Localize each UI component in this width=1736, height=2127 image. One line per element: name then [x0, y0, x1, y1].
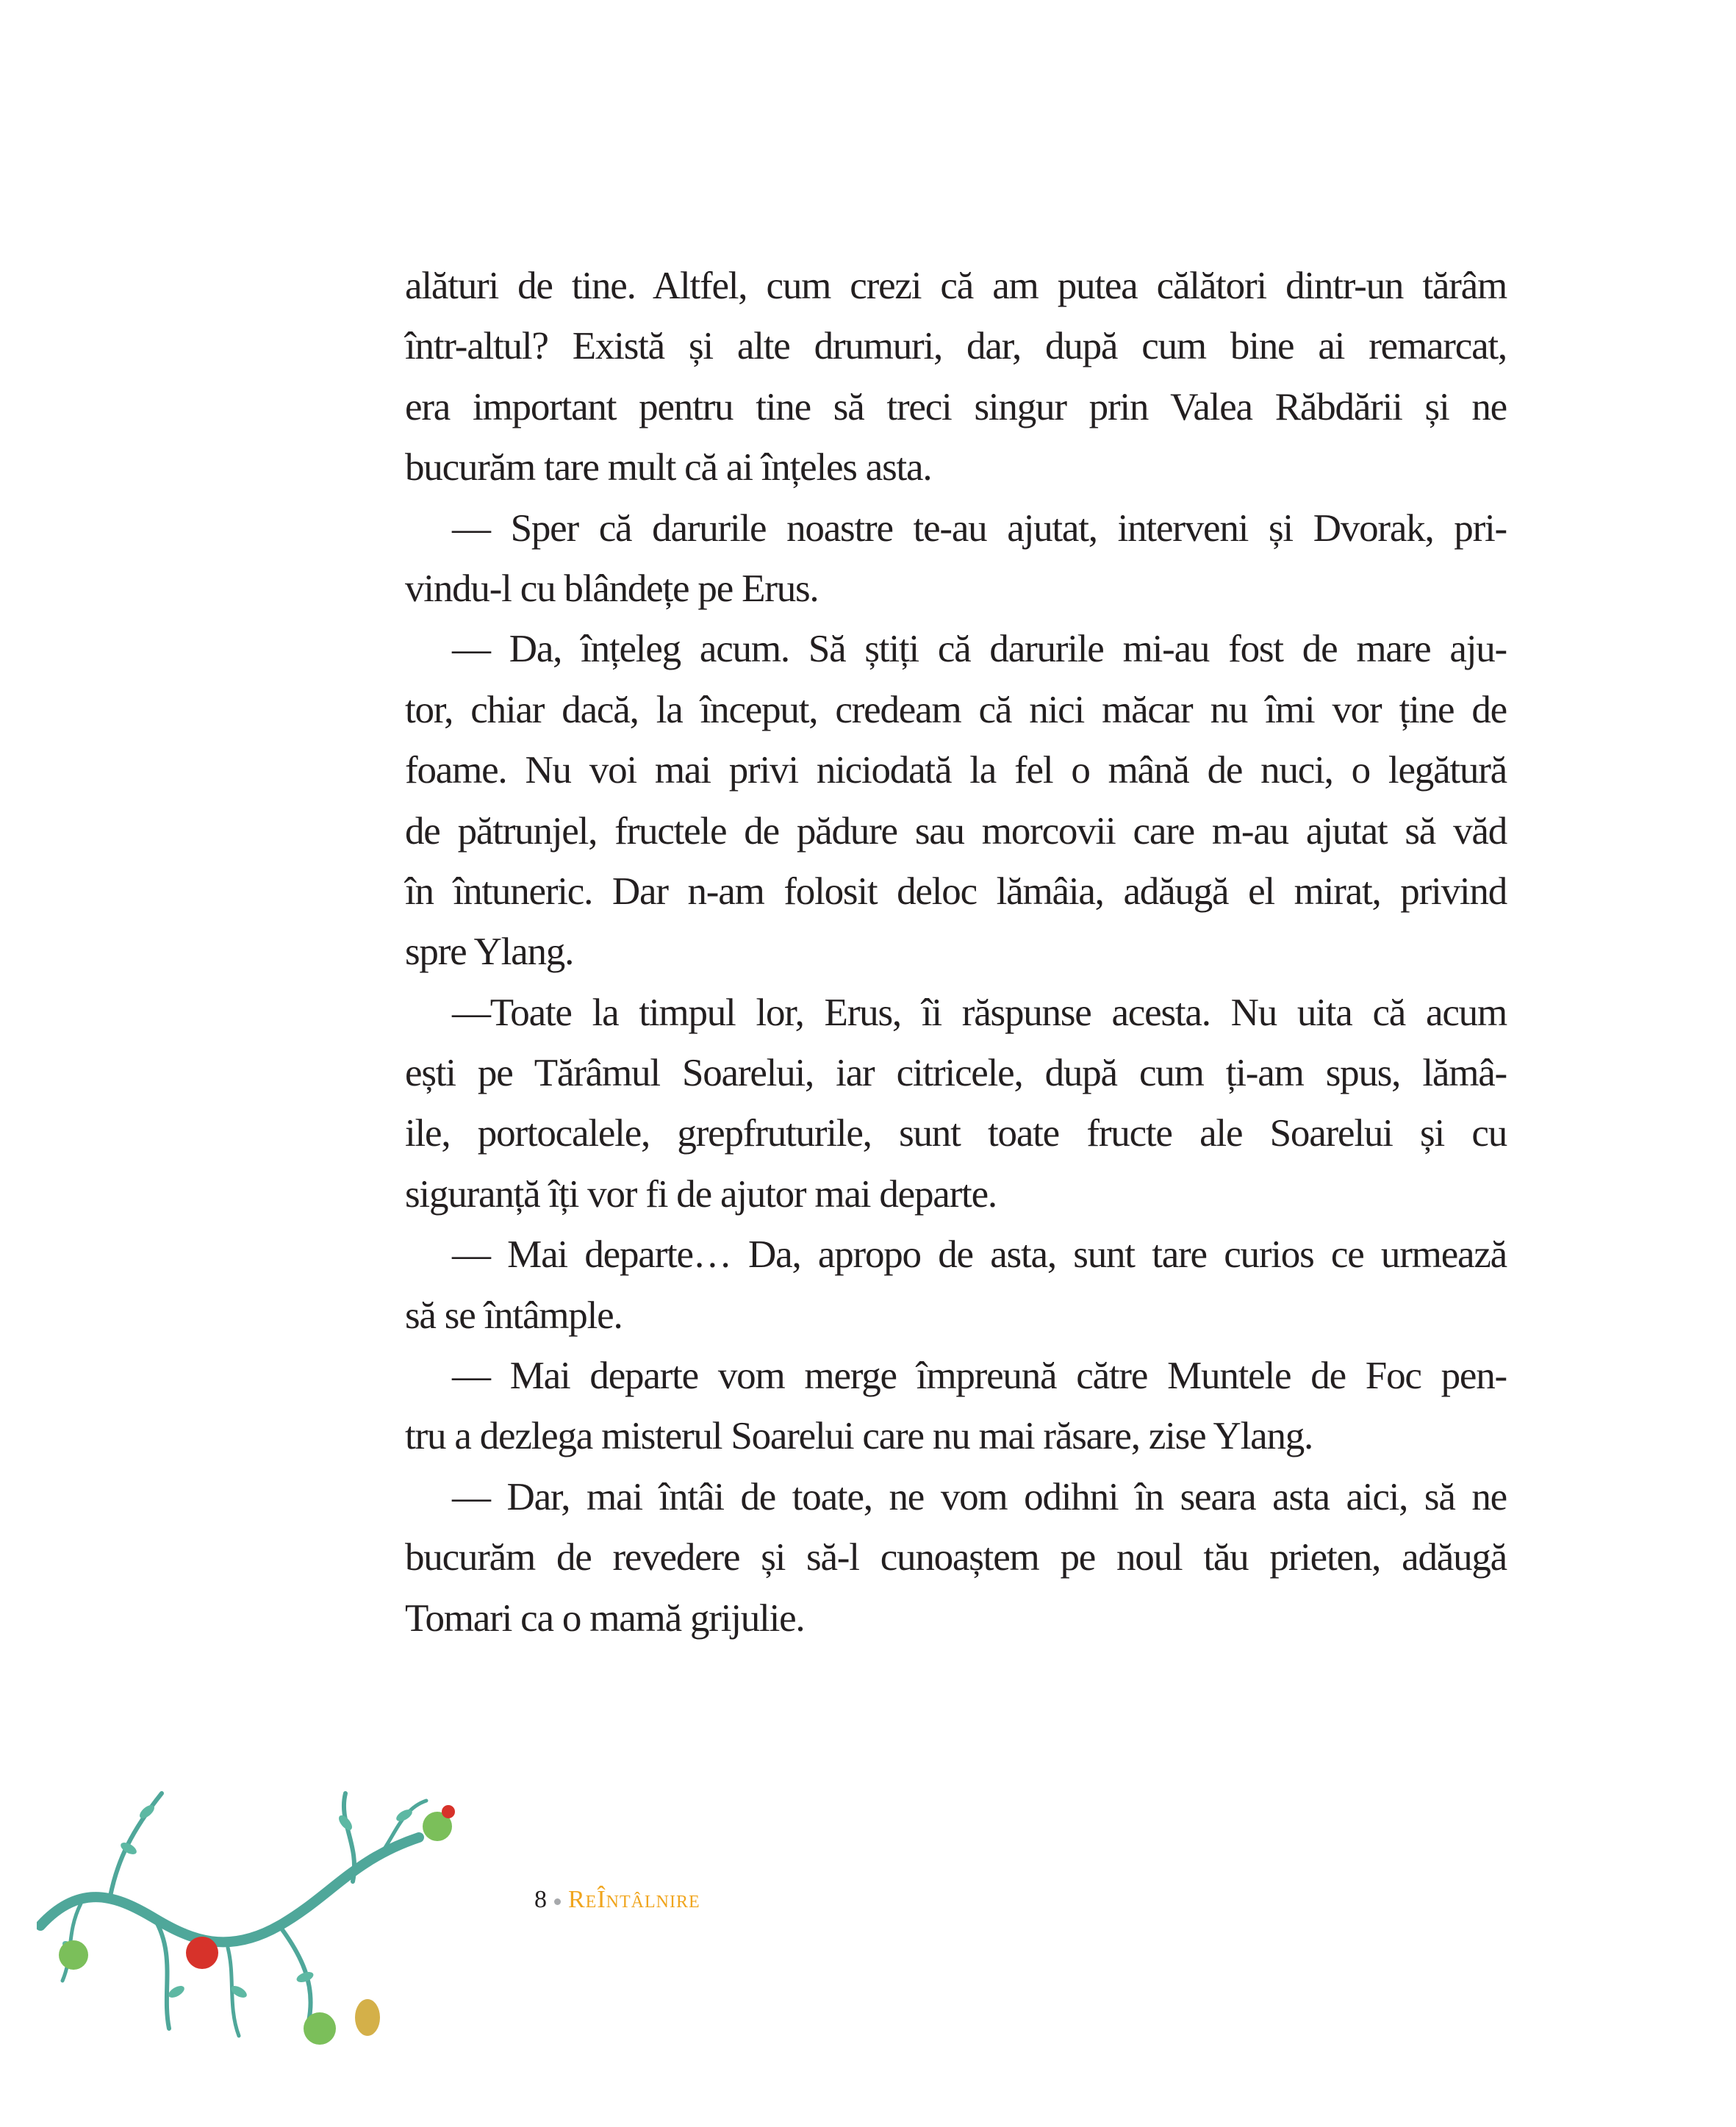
text-line: de pătrunjel, fructele de pădure sau morcovii care m-au ajutat să văd [405, 809, 1507, 853]
text-line: siguranță îți vor fi de ajutor mai departe. [405, 1172, 997, 1216]
text-line: — Da, înțeleg acum. Să știți că darurile mi-au fost de mare aju- [452, 628, 1507, 671]
text-line: — Mai departe… Da, apropo de asta, sunt tare curios ce urmează [452, 1233, 1507, 1277]
text-line: — Mai departe vom merge împreună către Muntele de Foc pen- [452, 1355, 1507, 1398]
page-footer [534, 1886, 700, 1914]
text-line: tru a dezlega misterul Soarelui care nu mai răsare, zise Ylang. [405, 1415, 1313, 1458]
text-line: spre Ylang. [405, 930, 574, 974]
text-line: vindu-l cu blândețe pe Erus. [405, 567, 819, 610]
separator-dot [554, 1898, 561, 1905]
chapter-title: ReÎntâlnire [568, 1886, 700, 1913]
text-line: tor, chiar dacă, la început, credeam că nici măcar nu îmi vor ține de [405, 688, 1507, 731]
text-line: în întuneric. Dar n-am folosit deloc lămâia, adăugă el mirat, privind [405, 869, 1507, 913]
text-line: să se întâmple. [405, 1294, 623, 1337]
text-line: bucurăm tare mult că ai înțeles asta. [405, 446, 932, 489]
vine-with-fruits-icon [37, 1771, 470, 2065]
text-line: ile, portocalele, grepfruturile, sunt toate fructe ale Soarelui și cu [405, 1112, 1507, 1155]
text-line: ești pe Tărâmul Soarelui, iar citricele, după cum ți-am spus, lămâ- [405, 1052, 1507, 1095]
text-line: era important pentru tine să treci singur prin Valea Răbdării și ne [405, 385, 1507, 428]
text-line: bucurăm de revedere și să-l cunoaștem pe noul tău prieten, adăugă [405, 1536, 1507, 1579]
text-line: Tomari ca o mamă grijulie. [405, 1596, 805, 1640]
text-line: foame. Nu voi mai privi niciodată la fel o mână de nuci, o legătură [405, 749, 1507, 792]
text-line: alături de tine. Altfel, cum crezi că am putea călători dintr-un tărâm [405, 265, 1507, 307]
page-number: 8 [534, 1886, 547, 1913]
text-line: — Sper că darurile noastre te-au ajutat, interveni și Dvorak, pri- [452, 506, 1507, 550]
text-line: într-altul? Există și alte drumuri, dar, după cum bine ai remarcat, [405, 325, 1507, 368]
body-text [405, 256, 1507, 1649]
text-line: —Toate la timpul lor, Erus, îi răspunse acesta. Nu uita că acum [452, 991, 1507, 1034]
text-line: — Dar, mai întâi de toate, ne vom odihni în seara asta aici, să ne [452, 1475, 1507, 1518]
